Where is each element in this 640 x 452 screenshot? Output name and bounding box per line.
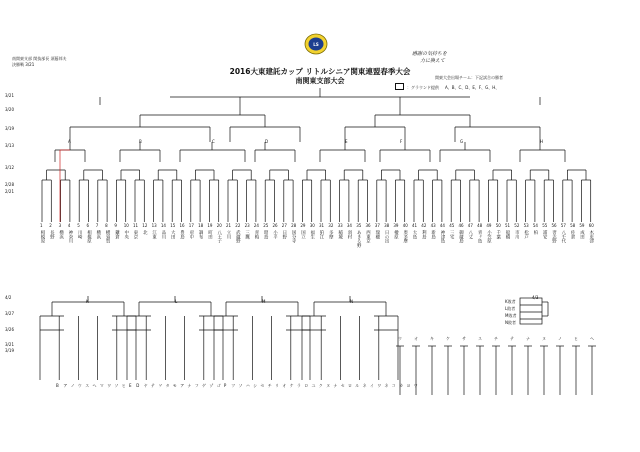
bottom-right-letter: サ xyxy=(462,336,466,341)
team-number: 39 xyxy=(393,223,399,228)
bottom-label: E xyxy=(129,383,132,388)
team-number: 10 xyxy=(123,223,129,228)
page-subtitle: 南関東支部大会 xyxy=(295,77,345,85)
team-number: 53 xyxy=(523,223,529,228)
team-name: 八千代 xyxy=(560,230,566,244)
team-number: 36 xyxy=(365,223,371,228)
team-number: 7 xyxy=(95,223,99,228)
legend-line2: ：グラウンド提供 xyxy=(407,85,439,90)
bottom-label: ヨ xyxy=(406,383,411,388)
bottom-label: セ xyxy=(340,383,345,388)
date-label: 3/13 xyxy=(5,143,14,148)
team-number: 52 xyxy=(514,223,520,228)
date-label: 3/19 xyxy=(5,126,14,131)
bottom-right-letter: オ xyxy=(414,336,418,341)
bottom-right-letters xyxy=(398,336,608,346)
bottom-label: テ xyxy=(150,383,155,388)
group-letter-k: K xyxy=(86,299,89,304)
date-label: 3/21 xyxy=(5,93,14,98)
team-name: 福生 xyxy=(309,230,315,239)
bottom-label: ヲ xyxy=(158,383,163,388)
team-number: 48 xyxy=(477,223,483,228)
team-number: 14 xyxy=(160,223,166,228)
team-name: 奥多摩 xyxy=(402,230,408,244)
team-number: 46 xyxy=(458,223,464,228)
team-name: 立川 xyxy=(226,230,231,239)
team-number: 6 xyxy=(86,223,90,228)
team-number: 34 xyxy=(346,223,352,228)
bottom-label: オ xyxy=(282,383,287,388)
legend-line1: 関東大会出場チーム：下記試合の勝者 xyxy=(435,75,503,80)
team-number: 55 xyxy=(542,223,548,228)
bottom-labels-row xyxy=(56,383,418,393)
bottom-right-letter: ノ xyxy=(558,336,562,341)
team-number: 47 xyxy=(467,223,473,228)
team-number: 9 xyxy=(114,223,117,228)
team-number: 13 xyxy=(151,223,157,228)
bracket-box xyxy=(520,298,542,324)
bottom-label: ワ xyxy=(377,383,382,388)
bottom-label: ワ xyxy=(107,383,112,388)
team-name: 横浜 xyxy=(58,230,64,239)
bottom-label: ゾ xyxy=(209,383,214,388)
team-number: 44 xyxy=(439,223,445,228)
team-number: 16 xyxy=(179,223,185,228)
team-name: 千葉 xyxy=(495,230,501,239)
bottom-label: ツ xyxy=(231,383,236,388)
bottom-right-letter: ケ xyxy=(446,336,450,341)
bottom-label: ル xyxy=(355,383,360,388)
team-number: 35 xyxy=(356,223,362,228)
svg-text:LS: LS xyxy=(313,42,319,47)
team-number: 49 xyxy=(486,223,492,228)
team-name: 豊島 xyxy=(179,230,185,239)
team-name: 町田 xyxy=(207,230,213,239)
bottom-label: ス xyxy=(85,383,90,388)
header-left-line2: 決勝戦 3/21 xyxy=(12,62,35,67)
bottom-label: ケ xyxy=(289,383,294,388)
team-number: 59 xyxy=(579,223,585,228)
team-name: 多摩 xyxy=(328,230,334,239)
team-name: 松戸 xyxy=(523,230,529,239)
team-name: 江東 xyxy=(151,230,157,239)
bottom-label: タ xyxy=(165,383,170,388)
team-number: 3 xyxy=(58,223,62,228)
team-number: 12 xyxy=(142,223,148,228)
page-title: 2016大東建託カップ リトルシニア関東連盟春季大会 xyxy=(229,67,411,76)
team-name: 横須賀 xyxy=(105,230,111,244)
team-number: 24 xyxy=(253,223,259,228)
bottom-label: ロ xyxy=(304,383,309,388)
bottom-label: ヌ xyxy=(326,383,331,388)
team-name: 御蔵島 xyxy=(458,230,464,244)
bottom-label: P xyxy=(223,383,227,388)
team-name: 木更津 xyxy=(588,230,594,244)
team-name: 柏 xyxy=(532,230,538,235)
date-label: 2/21 xyxy=(5,189,14,194)
team-number: 30 xyxy=(309,223,315,228)
bottom-right-letter: ス xyxy=(478,336,482,341)
motto-line1: 感謝の気持ちを xyxy=(412,51,448,57)
team-number: 5 xyxy=(77,223,80,228)
bottom-label: ロ xyxy=(348,383,352,388)
team-name: 佐倉 xyxy=(570,230,576,239)
team-number: 40 xyxy=(402,223,408,228)
team-number: 57 xyxy=(560,223,566,228)
team-name: 利島 xyxy=(421,230,427,239)
block-letter-h: H xyxy=(540,139,544,144)
block-letter-f: F xyxy=(400,139,403,144)
team-number: 33 xyxy=(337,223,343,228)
side-box-date: 4/3 xyxy=(532,295,539,300)
team-number: 43 xyxy=(430,223,436,228)
team-number: 17 xyxy=(188,223,194,228)
bottom-label: ヒ xyxy=(121,383,126,388)
team-name: 鎌倉 xyxy=(114,230,120,239)
team-name: 相模原 xyxy=(86,230,92,244)
bottom-label: チ xyxy=(267,383,272,388)
date-label: 3/20 xyxy=(5,107,14,112)
team-name: 船橋 xyxy=(505,230,510,239)
bottom-label: モ xyxy=(172,383,177,388)
team-number: 60 xyxy=(588,223,594,228)
bottom-label: ラ xyxy=(296,383,301,388)
bottom-label: B xyxy=(56,383,59,388)
team-number: 50 xyxy=(495,223,501,228)
motto-line2: 力に換えて xyxy=(420,58,446,64)
bottom-label: セ xyxy=(260,383,265,388)
team-name: 市川 xyxy=(514,230,520,239)
team-name: 日野 xyxy=(281,230,287,239)
team-number: 26 xyxy=(272,223,278,228)
team-number: 23 xyxy=(244,223,250,228)
team-number: 28 xyxy=(291,223,297,228)
team-number: 29 xyxy=(300,223,306,228)
bottom-label: ア xyxy=(180,383,185,388)
legend-codes: A、B、C、D、E、F、G、H、 xyxy=(445,85,500,90)
bottom-label: シ xyxy=(253,383,258,388)
team-name: 調布 xyxy=(198,230,204,239)
team-name: 成田 xyxy=(579,230,585,239)
block-letter-c: C xyxy=(212,139,215,144)
bottom-right-letter: チ xyxy=(494,336,498,341)
team-number: 45 xyxy=(449,223,455,228)
bottom-right-letter: テ xyxy=(510,336,514,341)
bottom-right-letter: ナ xyxy=(526,336,530,341)
team-name: 相模原 xyxy=(40,230,45,244)
team-name: 北 xyxy=(142,230,148,235)
team-number: 18 xyxy=(198,223,204,228)
bottom-label: ノ xyxy=(70,383,75,388)
group-letter-m: M xyxy=(262,299,266,304)
team-number: 25 xyxy=(263,223,269,228)
team-number: 27 xyxy=(281,223,287,228)
bottom-label: コ xyxy=(391,383,396,388)
block-letter-d: D xyxy=(265,139,269,144)
team-number: 19 xyxy=(207,223,213,228)
bottom-label: ワ xyxy=(413,383,418,388)
team-name: 瑞穂 xyxy=(374,230,380,239)
side-box-row: N敗者 xyxy=(505,320,516,325)
header-left-line1: 南関東支部 関技部長 須藤邦夫 xyxy=(12,56,67,61)
bottom-label: ゲ xyxy=(202,383,206,388)
side-box-row: M敗者 xyxy=(505,313,517,318)
side-box-row: K敗者 xyxy=(505,299,516,304)
team-name: 横浜 xyxy=(95,230,101,239)
bottom-label: ヘ xyxy=(92,383,97,388)
team-name: 府中 xyxy=(188,230,194,239)
side-box-row: L敗者 xyxy=(505,306,516,311)
bottom-label: カ xyxy=(399,383,404,388)
date-label: 3/26 xyxy=(5,327,14,332)
team-name: 三鷹 xyxy=(244,230,250,239)
date-label: 3/27 xyxy=(5,311,14,316)
team-name: 国立 xyxy=(300,230,306,239)
team-number: 4 xyxy=(67,223,71,228)
team-number: 32 xyxy=(328,223,334,228)
team-number: 42 xyxy=(421,223,427,228)
bottom-label: ク xyxy=(318,383,323,388)
team-number: 58 xyxy=(570,223,576,228)
team-name: 大田 xyxy=(170,230,176,239)
team-number: 38 xyxy=(384,223,390,228)
team-name: 東京 xyxy=(133,230,138,239)
team-name: 浦安 xyxy=(542,230,548,239)
block-letter-g: G xyxy=(460,139,464,144)
bottom-label: ヤ xyxy=(143,383,148,388)
block-letter-a: A xyxy=(68,139,71,144)
date-label: 3/19 xyxy=(5,348,14,353)
date-label: 4/2 xyxy=(5,295,12,300)
group-letter-n: N xyxy=(350,299,353,304)
bottom-label: イ xyxy=(369,383,374,388)
team-name: 新島 xyxy=(430,230,436,239)
team-name: 狛江 xyxy=(319,230,324,239)
team-name: 長野 xyxy=(49,230,55,239)
bottom-label: D xyxy=(136,383,140,388)
team-number: 51 xyxy=(505,223,511,228)
team-number: 15 xyxy=(170,223,176,228)
team-name: 川崎 xyxy=(77,230,83,239)
bottom-label: マ xyxy=(99,383,104,388)
team-name: あきる野 xyxy=(356,230,362,248)
team-name: 日の出 xyxy=(384,230,390,244)
team-name: 八丈 xyxy=(467,230,473,239)
bottom-right-letter: ヌ xyxy=(542,336,546,341)
team-number: 2 xyxy=(49,223,52,228)
bottom-label: ナ xyxy=(333,383,338,388)
team-name: 三宅 xyxy=(449,230,455,239)
team-number: 1 xyxy=(40,223,43,228)
team-name: 青ヶ島 xyxy=(477,230,483,244)
team-name: 習志野 xyxy=(551,230,557,244)
bottom-label: リ xyxy=(275,383,279,388)
team-name: 檜原 xyxy=(393,230,399,239)
bottom-label: ソ xyxy=(114,383,119,388)
team-name: 西東京 xyxy=(365,230,371,244)
group-letter-l: L xyxy=(175,299,178,304)
bottom-right-letter: ウ xyxy=(398,336,402,341)
team-number: 22 xyxy=(235,223,241,228)
bottom-right-letter: キ xyxy=(430,336,434,341)
block-letter-b: B xyxy=(139,139,142,144)
team-number: 41 xyxy=(412,223,418,228)
bottom-label: ア xyxy=(63,383,68,388)
team-name: 武蔵野 xyxy=(235,230,241,244)
team-name: 青梅 xyxy=(253,230,259,239)
team-name: 品川 xyxy=(160,230,166,239)
team-number: 21 xyxy=(226,223,232,228)
team-name: 国分寺 xyxy=(291,230,297,244)
bottom-label: ウ xyxy=(77,383,82,388)
bottom-label: ナ xyxy=(187,383,192,388)
team-number: 11 xyxy=(133,223,139,228)
team-number: 37 xyxy=(374,223,380,228)
bottom-label: ユ xyxy=(311,383,316,388)
bottom-label: ゴ xyxy=(216,383,221,388)
team-name: 羽村 xyxy=(346,230,352,239)
team-name: 稲城 xyxy=(337,230,343,239)
bottom-right-letter: ヘ xyxy=(590,336,594,341)
team-number: 20 xyxy=(216,223,222,228)
team-number: 31 xyxy=(319,223,325,228)
bottom-right-letter: ヒ xyxy=(574,336,578,341)
bottom-label: ネ xyxy=(384,383,389,388)
team-number: 56 xyxy=(551,223,557,228)
team-name: 中央 xyxy=(123,230,129,239)
team-name: 昭島 xyxy=(263,230,269,239)
team-name: 小平 xyxy=(272,230,278,239)
team-name: 八王子 xyxy=(216,230,222,244)
bottom-label: ハ xyxy=(245,383,250,388)
team-name: 神奈川 xyxy=(67,230,73,244)
team-name: 神津島 xyxy=(439,230,445,244)
team-name: 大島 xyxy=(412,230,417,239)
team-number: 54 xyxy=(532,223,538,228)
team-names-row xyxy=(40,230,600,270)
bottom-label: ソ xyxy=(238,383,243,388)
block-letter-e: E xyxy=(345,139,348,144)
bottom-label: フ xyxy=(194,383,199,388)
date-label: 3/12 xyxy=(5,165,14,170)
team-name: 小笠原 xyxy=(486,230,492,244)
date-label: 2/28 xyxy=(5,182,14,187)
bottom-label: ネ xyxy=(362,383,367,388)
team-number: 8 xyxy=(105,223,108,228)
date-label: 3/21 xyxy=(5,342,14,347)
